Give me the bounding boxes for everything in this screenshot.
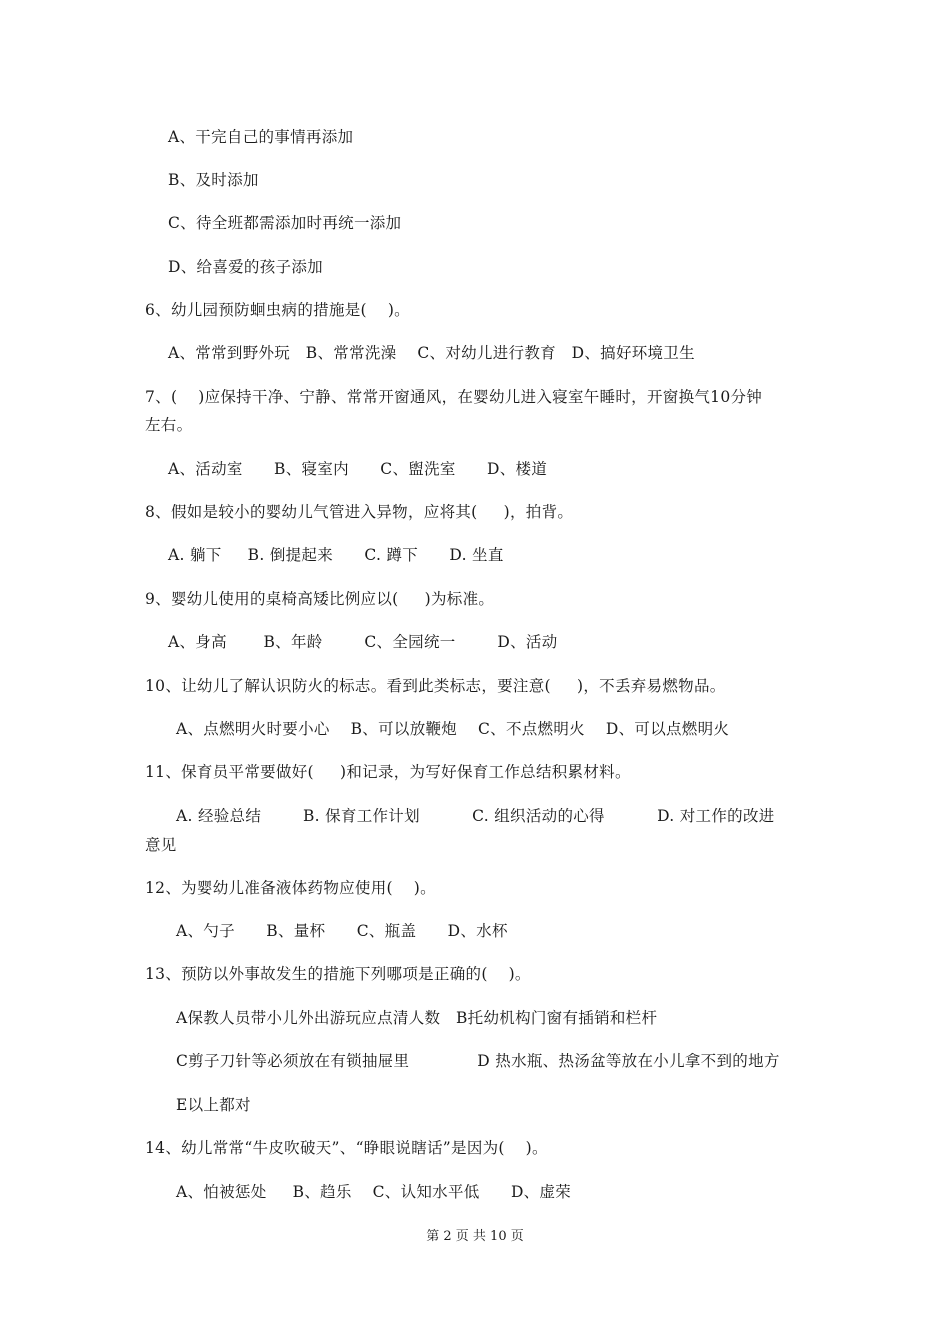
q13-question: 13、预防以外事故发生的措施下列哪项是正确的( )。: [145, 965, 531, 983]
page-number-footer: 第 2 页 共 10 页: [426, 1229, 524, 1244]
q12-question: 12、为婴幼儿准备液体药物应使用( )。: [145, 879, 436, 897]
q8-question: 8、假如是较小的婴幼儿气管进入异物，应将其( )，拍背。: [145, 503, 574, 521]
q9-options: A、身高 B、年龄 C、全园统一 D、活动: [168, 633, 558, 651]
q13-option-ab: A保教人员带小儿外出游玩应点清人数 B托幼机构门窗有插销和栏杆: [176, 1009, 658, 1027]
q5-option-a: A、干完自己的事情再添加: [168, 128, 354, 146]
q7-question: 7、( )应保持干净、宁静、常常开窗通风，在婴幼儿进入寝室午睡时，开窗换气10分钟: [145, 388, 763, 406]
q7-options: A、活动室 B、寝室内 C、盥洗室 D、楼道: [168, 460, 548, 478]
q11-question: 11、保育员平常要做好( )和记录，为写好保育工作总结积累材料。: [145, 763, 631, 781]
q11-options-cont: 意见: [145, 836, 177, 854]
q14-question: 14、幼儿常常“牛皮吹破天”、“睁眼说瞎话”是因为( )。: [145, 1139, 548, 1157]
q11-options: A. 经验总结 B. 保育工作计划 C. 组织活动的心得 D. 对工作的改进: [176, 807, 775, 825]
q5-option-d: D、给喜爱的孩子添加: [168, 258, 323, 276]
q13-option-e: E以上都对: [176, 1096, 251, 1114]
q14-options: A、怕被惩处 B、趋乐 C、认知水平低 D、虚荣: [176, 1183, 572, 1201]
q12-options: A、勺子 B、量杯 C、瓶盖 D、水杯: [176, 922, 508, 940]
q13-option-cd: C剪子刀针等必须放在有锁抽屉里 D 热水瓶、热汤盆等放在小儿拿不到的地方: [176, 1052, 780, 1070]
q5-option-b: B、及时添加: [168, 171, 259, 189]
q8-options: A. 躺下 B. 倒提起来 C. 蹲下 D. 坐直: [168, 546, 504, 564]
q7-question-cont: 左右。: [145, 416, 193, 434]
q10-question: 10、让幼儿了解认识防火的标志。看到此类标志，要注意( )，不丢弃易燃物品。: [145, 677, 726, 695]
q9-question: 9、婴幼儿使用的桌椅高矮比例应以( )为标准。: [145, 590, 495, 608]
q5-option-c: C、待全班都需添加时再统一添加: [168, 214, 402, 232]
q10-options: A、点燃明火时要小心 B、可以放鞭炮 C、不点燃明火 D、可以点燃明火: [176, 720, 730, 738]
q6-question: 6、幼儿园预防蛔虫病的措施是( )。: [145, 301, 410, 319]
q6-options: A、常常到野外玩 B、常常洗澡 C、对幼儿进行教育 D、搞好环境卫生: [168, 344, 695, 362]
